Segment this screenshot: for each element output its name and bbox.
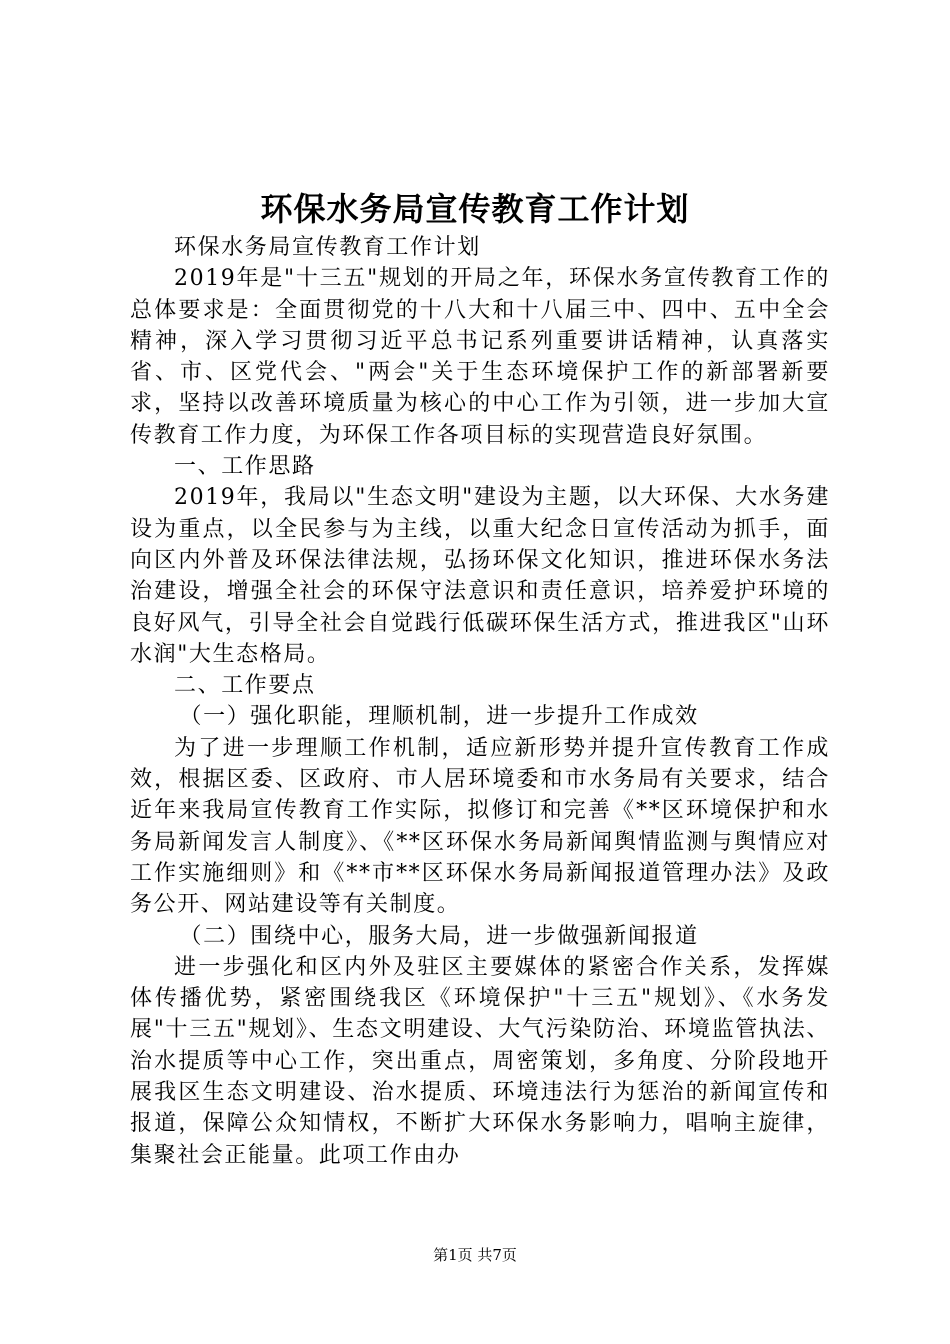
paragraph-news-reporting: 进一步强化和区内外及驻区主要媒体的紧密合作关系，发挥媒体传播优势，紧密围绕我区《环境保护"十三五"规划》、《水务发展"十三五"规划》、生态文明建设、大气污染防治、环境监管执法、治水提质等中心工作，突出重点，周密策划，多角度、分阶段地开展我区生态文明建设、治水提质、环境违法行为惩治的新闻宣传和报道，保障公众知情权，不断扩大环保水务影响力，唱响主旋律，集聚社会正能量。此项工作由办	[130, 954, 830, 1168]
document-title: 环保水务局宣传教育工作计划	[260, 190, 690, 228]
document-body	[130, 232, 830, 1171]
page-footer: 第1页 共7页	[433, 1246, 517, 1264]
paragraph-intro: 2019年是"十三五"规划的开局之年，环保水务宣传教育工作的总体要求是：全面贯彻党的十八大和十八届三中、四中、五中全会精神，深入学习贯彻习近平总书记系列重要讲话精神，认真落实省、市、区党代会、"两会"关于生态环境保护工作的新部署新要求，坚持以改善环境质量为核心的中心工作为引领，进一步加大宣传教育工作力度，为环保工作各项目标的实现营造良好氛围。	[130, 266, 830, 448]
subsection-heading-1: （一）强化职能，理顺机制，进一步提升工作成效	[179, 704, 699, 730]
paragraph-subtitle: 环保水务局宣传教育工作计划	[174, 235, 481, 260]
section-heading-2: 二、工作要点	[174, 673, 316, 699]
paragraph-mechanism: 为了进一步理顺工作机制，适应新形势并提升宣传教育工作成效，根据区委、区政府、市人居环境委和市水务局有关要求，结合近年来我局宣传教育工作实际，拟修订和完善《**区环境保护和水务局新闻发言人制度》、《**区环保水务局新闻舆情监测与舆情应对工作实施细则》和《**市**区环保水务局新闻报道管理办法》及政务公开、网站建设等有关制度。	[130, 735, 830, 918]
section-heading-1: 一、工作思路	[174, 454, 316, 480]
paragraph-work-approach: 2019年，我局以"生态文明"建设为主题，以大环保、大水务建设为重点，以全民参与为主线，以重大纪念日宣传活动为抓手，面向区内外普及环保法律法规，弘扬环保文化知识，推进环保水务法治建设，增强全社会的环保守法意识和责任意识，培养爱护环境的良好风气，引导全社会自觉践行低碳环保生活方式，推进我区"山环水润"大生态格局。	[130, 485, 830, 667]
subsection-heading-2: （二）围绕中心，服务大局，进一步做强新闻报道	[179, 923, 699, 949]
